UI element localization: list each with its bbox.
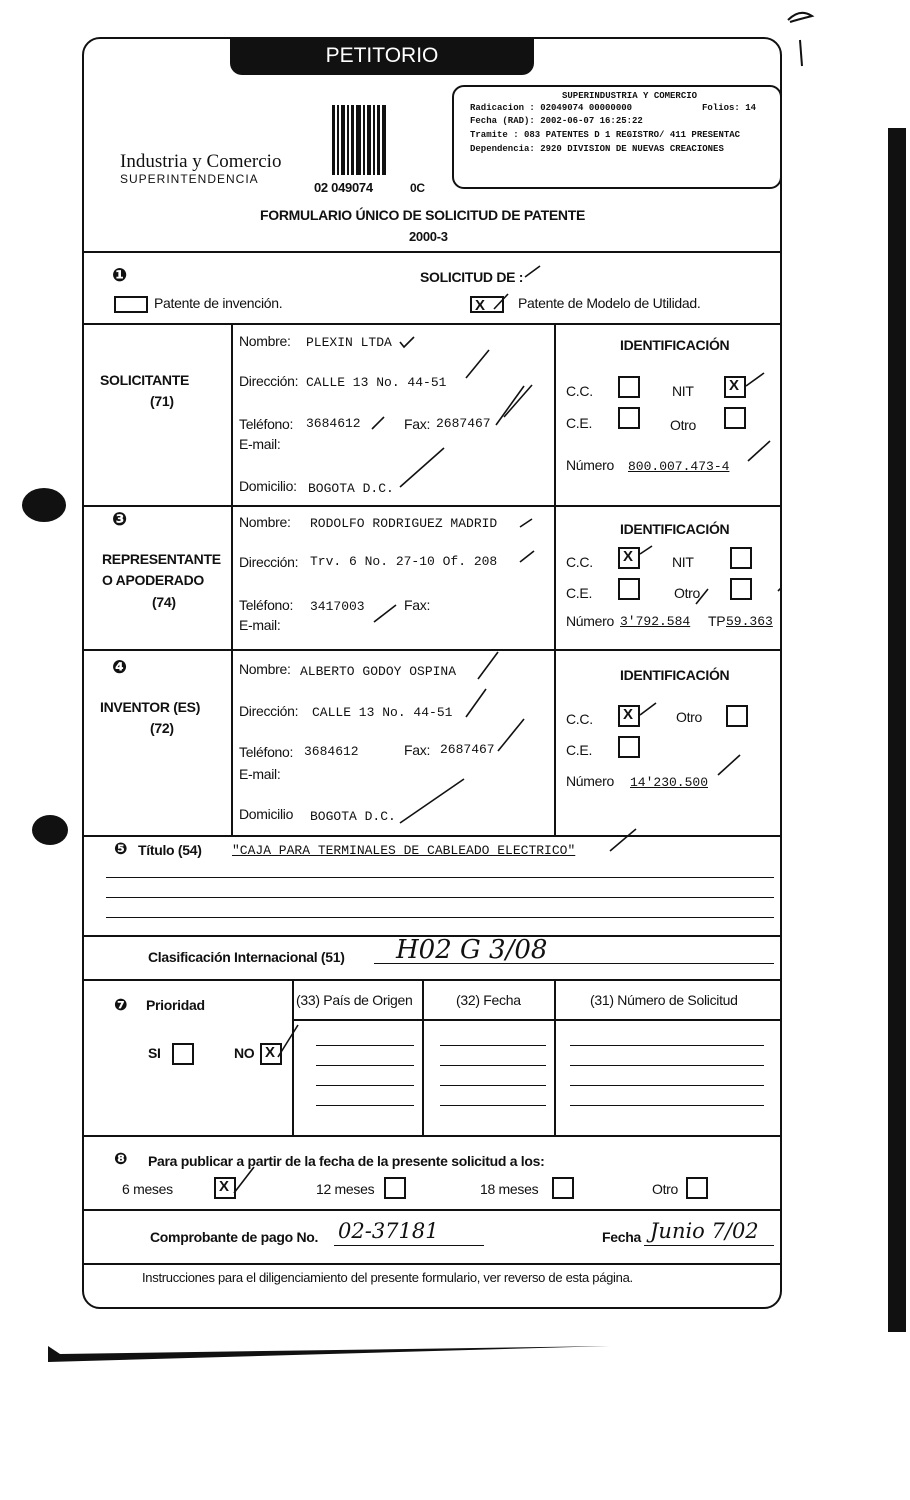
inventor-otro-label: Otro	[676, 709, 703, 725]
representante-id-title: IDENTIFICACIÓN	[620, 521, 730, 537]
solicitante-ce-label: C.E.	[566, 415, 593, 431]
solicitante-fax-label: Fax:	[404, 416, 431, 432]
patent-petition-form	[82, 37, 782, 1309]
section-1-title: SOLICITUD DE :	[420, 269, 524, 285]
inventor-domicilio-label: Domicilio	[239, 806, 294, 822]
representante-label-2: O APODERADO	[102, 572, 204, 588]
solicitante-label: SOLICITANTE	[100, 372, 189, 388]
solicitante-nombre-label: Nombre:	[239, 333, 291, 349]
representante-tp[interactable]: 59.363	[726, 614, 773, 629]
inventor-telefono[interactable]: 3684612	[304, 744, 359, 759]
representante-nit-label: NIT	[672, 554, 694, 570]
clasificacion-label: Clasificación Internacional (51)	[148, 949, 345, 965]
representante-fax-label: Fax:	[404, 597, 431, 613]
instrucciones-text: Instrucciones para el diligenciamiento del presente formulario, ver reverso de esta página.	[142, 1270, 633, 1285]
solicitante-otro-label: Otro	[670, 417, 697, 433]
stamp-line-5: Dependencia: 2920 DIVISION DE NUEVAS CREACIONES	[470, 144, 724, 154]
representante-tp-label: TP	[708, 613, 726, 629]
solicitante-numero-label: Número	[566, 457, 614, 473]
inventor-fax-label: Fax:	[404, 742, 431, 758]
inventor-nombre[interactable]: ALBERTO GODOY OSPINA	[300, 664, 457, 679]
pago-numero[interactable]: 02-37181	[338, 1219, 439, 1243]
section-4-number: ❹	[112, 657, 127, 677]
publicacion-12-meses-label: 12 meses	[316, 1181, 375, 1197]
col-pais-origen: (33) País de Origen	[296, 992, 413, 1008]
option-patente-invencion: Patente de invención.	[154, 295, 283, 311]
inventor-fax[interactable]: 2687467	[440, 742, 495, 757]
titulo-label: Título (54)	[138, 842, 202, 858]
inventor-telefono-label: Teléfono:	[239, 744, 294, 760]
solicitante-direccion[interactable]: CALLE 13 No. 44-51	[306, 375, 447, 390]
inventor-email-label: E-mail:	[239, 766, 281, 782]
publicacion-18-meses-label: 18 meses	[480, 1181, 539, 1197]
prioridad-si-label: SI	[148, 1045, 161, 1061]
form-code: 2000-3	[409, 229, 448, 244]
solicitante-nombre[interactable]: PLEXIN LTDA	[306, 335, 392, 350]
representante-direccion-label: Dirección:	[239, 554, 299, 570]
solicitante-code: (71)	[150, 393, 174, 409]
stamp-line-1: SUPERINDUSTRIA Y COMERCIO	[562, 91, 698, 101]
representante-telefono[interactable]: 3417003	[310, 599, 365, 614]
option-modelo-utilidad: Patente de Modelo de Utilidad.	[518, 295, 701, 311]
col-fecha: (32) Fecha	[456, 992, 521, 1008]
org-name: Industria y Comercio	[120, 151, 282, 172]
stamp-line-3: Fecha (RAD): 2002-06-07 16:25:22	[470, 116, 643, 126]
solicitante-cc-label: C.C.	[566, 383, 593, 399]
representante-numero-label: Número	[566, 613, 614, 629]
section-7-number: ❼	[114, 997, 128, 1014]
solicitante-fax[interactable]: 2687467	[436, 416, 491, 431]
solicitante-telefono-label: Teléfono:	[239, 416, 294, 432]
inventor-numero-label: Número	[566, 773, 614, 789]
inventor-cc-label: C.C.	[566, 711, 593, 727]
solicitante-id-title: IDENTIFICACIÓN	[620, 337, 730, 353]
col-numero-solicitud: (31) Número de Solicitud	[590, 992, 738, 1008]
pago-label: Comprobante de pago No.	[150, 1229, 319, 1245]
publicacion-label: Para publicar a partir de la fecha de la presente solicitud a los:	[148, 1153, 545, 1169]
solicitante-telefono[interactable]: 3684612	[306, 416, 361, 431]
representante-nombre-label: Nombre:	[239, 514, 291, 530]
inventor-id-title: IDENTIFICACIÓN	[620, 667, 730, 683]
publicacion-otro-label: Otro	[652, 1181, 679, 1197]
solicitante-direccion-label: Dirección:	[239, 373, 299, 389]
handwritten-checkmarks	[84, 39, 780, 1307]
representante-otro-label: Otro	[674, 585, 701, 601]
inventor-numero[interactable]: 14'230.500	[630, 775, 709, 790]
barcode-suffix: 0C	[410, 181, 425, 195]
titulo-value[interactable]: "CAJA PARA TERMINALES DE CABLEADO ELECTRICO"	[232, 843, 576, 858]
representante-email-label: E-mail:	[239, 617, 281, 633]
inventor-domicilio[interactable]: BOGOTA D.C.	[310, 809, 396, 824]
stamp-folios: Folios: 14	[702, 103, 757, 113]
barcode-number: 02 049074	[314, 180, 373, 195]
clasificacion-value[interactable]: H02 G 3/08	[396, 935, 548, 965]
pago-fecha[interactable]: Junio 7/02	[650, 1219, 759, 1243]
inventor-direccion-label: Dirección:	[239, 703, 299, 719]
org-subname: SUPERINTENDENCIA	[120, 172, 259, 186]
prioridad-label: Prioridad	[146, 997, 205, 1013]
representante-ce-label: C.E.	[566, 585, 593, 601]
solicitante-domicilio[interactable]: BOGOTA D.C.	[308, 481, 394, 496]
form-title: FORMULARIO ÚNICO DE SOLICITUD DE PATENTE	[260, 207, 586, 223]
prioridad-no-label: NO	[234, 1045, 255, 1061]
solicitante-numero[interactable]: 800.007.473-4	[628, 459, 730, 474]
section-8-number: ❽	[114, 1151, 128, 1168]
banner-title: PETITORIO	[230, 37, 534, 75]
representante-numero[interactable]: 3'792.584	[620, 614, 691, 629]
representante-telefono-label: Teléfono:	[239, 597, 294, 613]
inventor-direccion[interactable]: CALLE 13 No. 44-51	[312, 705, 453, 720]
section-5-number: ❺	[114, 841, 128, 858]
inventor-label: INVENTOR (ES)	[100, 699, 201, 715]
stamp-line-4: Tramite : 083 PATENTES D 1 REGISTRO/ 411 PRESENTAC	[470, 130, 741, 140]
representante-code: (74)	[152, 594, 176, 610]
representante-nombre[interactable]: RODOLFO RODRIGUEZ MADRID	[310, 516, 498, 531]
inventor-code: (72)	[150, 720, 174, 736]
section-1-number: ❶	[112, 265, 127, 285]
inventor-ce-label: C.E.	[566, 742, 593, 758]
solicitante-email-label: E-mail:	[239, 436, 281, 452]
stamp-line-2: Radicacion : 02049074 00000000	[470, 103, 633, 113]
solicitante-nit-label: NIT	[672, 383, 694, 399]
solicitante-domicilio-label: Domicilio:	[239, 478, 297, 494]
inventor-nombre-label: Nombre:	[239, 661, 291, 677]
representante-cc-label: C.C.	[566, 554, 593, 570]
representante-label-1: REPRESENTANTE	[102, 551, 221, 567]
representante-direccion[interactable]: Trv. 6 No. 27-10 Of. 208	[310, 554, 498, 569]
pago-fecha-label: Fecha	[602, 1229, 641, 1245]
section-3-number: ❸	[112, 509, 127, 529]
publicacion-6-meses-label: 6 meses	[122, 1181, 173, 1197]
